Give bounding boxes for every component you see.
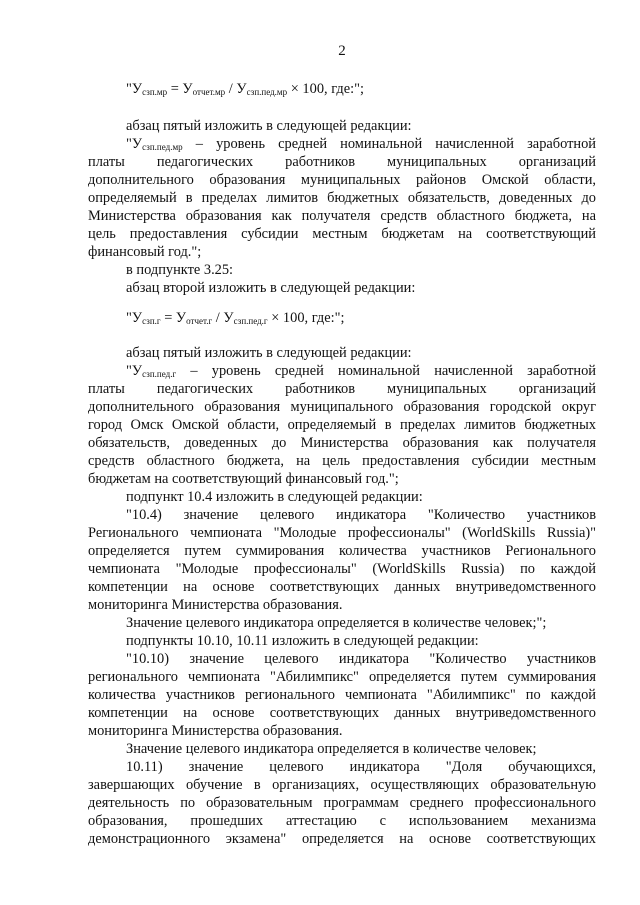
- paragraph-line: демонстрационного экзамена" определяется на основе соответствующих: [88, 831, 596, 847]
- paragraph-line: дополнительного образования муниципальных районов Омской области,: [88, 172, 596, 188]
- formula-2: "$У_{сзп.г} = У_{отчет.г} / У_{сзп.пед.г} \times 100$, где:";: [126, 310, 345, 326]
- document-page: [88, 0, 596, 905]
- paragraph-line: платы педагогических работников муниципальных организаций: [88, 381, 596, 397]
- paragraph-line: чемпионата "Молодые профессионалы" (WorldSkills Russia) по каждой: [88, 561, 596, 577]
- paragraph-intro: абзац второй изложить в следующей редакции:: [126, 280, 416, 296]
- paragraph-line: деятельность по образовательным программам среднего профессионального: [88, 795, 596, 811]
- paragraph-line: количества участников регионального чемпионата "Абилимпикс" по каждой: [88, 687, 596, 703]
- paragraph-intro: абзац пятый изложить в следующей редакции:: [126, 345, 412, 361]
- paragraph-line: бюджетам на соответствующий финансовый год.";: [88, 471, 399, 487]
- paragraph-line: Значение целевого индикатора определяется в количестве человек;";: [126, 615, 547, 631]
- paragraph-line: "10.4) значение целевого индикатора "Количество участников: [126, 507, 596, 523]
- paragraph-line: компетенции на основе соответствующих данных внутриведомственного: [88, 705, 596, 721]
- paragraph-intro: подпункты 10.10, 10.11 изложить в следующей редакции:: [126, 633, 479, 649]
- paragraph-intro: абзац пятый изложить в следующей редакции:: [126, 118, 412, 134]
- paragraph-line: Регионального чемпионата "Молодые профессионалы" (WorldSkills Russia)": [88, 525, 596, 541]
- paragraph-line: образования, прошедших аттестацию с использованием механизма: [88, 813, 596, 829]
- paragraph-line: определяемый в пределах лимитов бюджетных обязательств, доведенных до: [88, 190, 596, 206]
- page-number: 2: [338, 43, 346, 59]
- paragraph-line: средств областного бюджета, на цель предоставления субсидии местным: [88, 453, 596, 469]
- paragraph-line: мониторинга Министерства образования.: [88, 597, 343, 613]
- paragraph-line: Значение целевого индикатора определяется в количестве человек;: [126, 741, 537, 757]
- paragraph-line: компетенции на основе соответствующих данных внутриведомственного: [88, 579, 596, 595]
- paragraph-line: Министерства образования как получателя средств областного бюджета, на: [88, 208, 596, 224]
- paragraph-line: завершающих обучение в организациях, осуществляющих образовательную: [88, 777, 596, 793]
- paragraph-line: дополнительного образования муниципального образования городской округ: [88, 399, 596, 415]
- paragraph-line: 10.11) значение целевого индикатора "Доля обучающихся,: [126, 759, 596, 775]
- paragraph-line: определяется путем суммирования количества участников Регионального: [88, 543, 596, 559]
- paragraph-line: город Омск Омской области, определяемый в пределах лимитов бюджетных: [88, 417, 596, 433]
- formula-1: "$У_{сзп.мр} = У_{отчет.мр} / У_{сзп.пед.мр} \times 100$, где:";: [126, 81, 364, 97]
- paragraph-line: "$У_{сзп.пед.г}$ – уровень средней номинальной начисленной заработной: [126, 363, 596, 379]
- paragraph-line: платы педагогических работников муниципальных организаций: [88, 154, 596, 170]
- paragraph-intro: в подпункте 3.25:: [126, 262, 234, 278]
- paragraph-line: финансовый год.";: [88, 244, 202, 260]
- paragraph-line: мониторинга Министерства образования.: [88, 723, 343, 739]
- paragraph-line: цель предоставления субсидии местным бюджетам на соответствующий: [88, 226, 596, 242]
- paragraph-line: регионального чемпионата "Абилимпикс" определяется путем суммирования: [88, 669, 596, 685]
- paragraph-line: обязательств, доведенных до Министерства образования как получателя: [88, 435, 596, 451]
- paragraph-line: "10.10) значение целевого индикатора "Количество участников: [126, 651, 596, 667]
- paragraph-line: "$У_{сзп.пед.мр}$ – уровень средней номинальной начисленной заработной: [126, 136, 596, 152]
- paragraph-intro: подпункт 10.4 изложить в следующей редакции:: [126, 489, 423, 505]
